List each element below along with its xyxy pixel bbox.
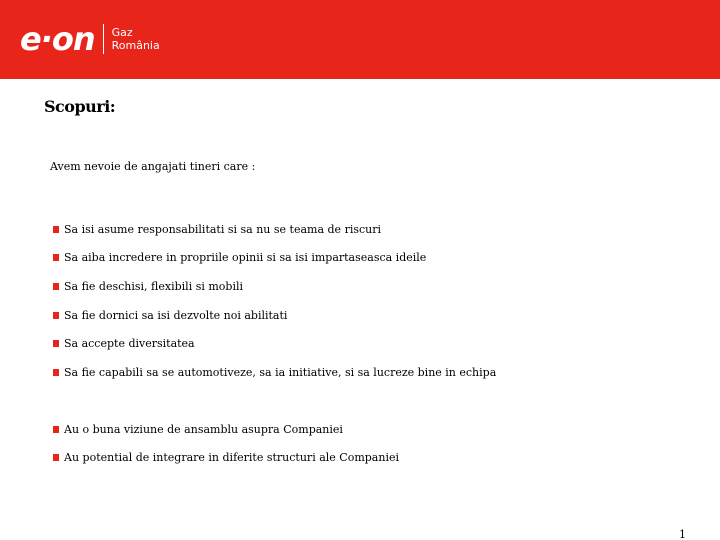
bullet-list-2 xyxy=(50,415,399,472)
bullet-text: Sa accepte diversitatea xyxy=(64,337,195,351)
list-item xyxy=(50,329,496,358)
bullet-square-icon xyxy=(53,283,59,290)
logo-line-1: Gaz xyxy=(111,26,133,39)
bullet-text: Au o buna viziune de ansamblu asupra Companiei xyxy=(64,422,343,436)
list-item xyxy=(50,244,496,273)
bullet-square-icon xyxy=(53,312,59,319)
bullet-text: Sa fie capabili sa se automotiveze, sa ia initiative, si sa lucreze bine in echipa xyxy=(64,365,497,379)
slide-title: Scopuri: xyxy=(44,97,116,116)
intro-text: Avem nevoie de angajati tineri care : xyxy=(50,160,256,173)
bullet-text: Sa isi asume responsabilitati si sa nu se teama de riscuri xyxy=(64,222,382,236)
logo-line-2: România xyxy=(111,39,160,52)
logo-divider xyxy=(103,24,104,54)
bullet-square-icon xyxy=(53,340,59,347)
page-number: 1 xyxy=(679,528,686,540)
bullet-square-icon xyxy=(53,369,59,376)
list-item xyxy=(50,444,399,473)
bullet-square-icon xyxy=(53,426,59,433)
list-item xyxy=(50,301,496,330)
bullet-square-icon xyxy=(53,454,59,461)
bullet-square-icon xyxy=(53,226,59,233)
list-item xyxy=(50,358,496,387)
header-band xyxy=(0,0,720,79)
logo-word: e·on xyxy=(20,20,95,58)
bullet-square-icon xyxy=(53,254,59,261)
bullet-list-1 xyxy=(50,215,496,387)
list-item xyxy=(50,415,399,444)
bullet-text: Sa aiba incredere in propriile opinii si sa isi impartaseasca ideile xyxy=(64,251,427,265)
bullet-text: Au potential de integrare in diferite structuri ale Companiei xyxy=(64,451,399,465)
bullet-text: Sa fie deschisi, flexibili si mobili xyxy=(64,279,244,293)
list-item xyxy=(50,215,496,244)
eon-logo xyxy=(20,22,160,56)
bullet-text: Sa fie dornici sa isi dezvolte noi abilitati xyxy=(64,308,288,322)
list-item xyxy=(50,272,496,301)
logo-subtitle xyxy=(112,26,160,52)
